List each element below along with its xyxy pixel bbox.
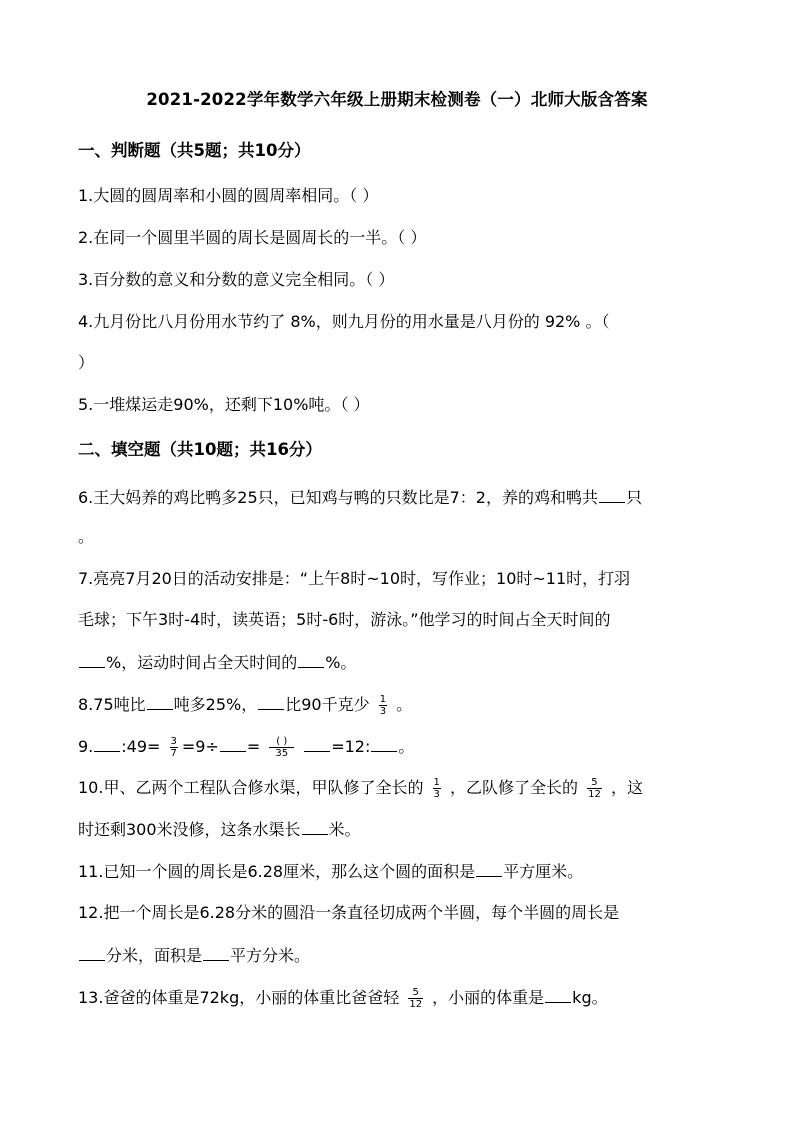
question-12-line-2	[78, 944, 310, 967]
question-11-text-b: 平方厘米。	[503, 862, 584, 881]
page-title: 2021-2022学年数学六年级上册期末检测卷（一）北师大版含答案	[146, 90, 648, 109]
fraction-numerator: 5	[412, 987, 419, 998]
fraction-denominator: 35	[269, 747, 294, 759]
question-6-unit: 只	[626, 488, 643, 507]
question-10-text-c: ，这	[610, 778, 643, 797]
answer-blank[interactable]	[220, 735, 246, 752]
fraction	[408, 987, 423, 1010]
question-5: 5.一堆煤运走90%，还剩下10%吨。（ ）	[78, 395, 370, 414]
fraction-blank	[269, 736, 294, 759]
question-12-line-1: 12.把一个周长是6.28分米的圆沿一条直径切成两个半圆，每个半圆的周长是	[78, 903, 620, 922]
section-heading-fill-in: 二、填空题（共10题；共16分）	[78, 440, 322, 459]
question-10-line-1	[78, 777, 643, 800]
answer-blank[interactable]	[147, 693, 173, 710]
question-7-text-b: %。	[325, 653, 357, 672]
question-9-number: 9.	[78, 737, 94, 756]
question-10-line-2	[78, 818, 361, 841]
question-6-text: 6.王大妈养的鸡比鸭多25只，已知鸡与鸭的只数比是7：2，养的鸡和鸭共	[78, 488, 598, 507]
question-9-text-b: =9÷	[181, 737, 219, 756]
question-9-text-d: =12:	[331, 737, 371, 756]
question-13-text-a: 13.爸爸的体重是72kg，小丽的体重比爸爸轻	[78, 988, 400, 1007]
answer-blank[interactable]	[298, 651, 324, 668]
fraction-numerator-blank[interactable]: ( )	[276, 736, 288, 747]
fraction-numerator: 1	[433, 777, 440, 788]
fraction-denominator: 12	[409, 999, 423, 1010]
question-9-text-e: 。	[398, 737, 415, 756]
question-11-text-a: 11.已知一个圆的周长是6.28厘米，那么这个圆的面积是	[78, 862, 476, 881]
question-1: 1.大圆的圆周率和小圆的圆周率相同。（ ）	[78, 186, 379, 205]
fraction	[433, 777, 441, 800]
question-12-text-a: 分米，面积是	[106, 946, 203, 965]
question-8-text-a: 8.75吨比	[78, 695, 146, 714]
question-10-text-e: 米。	[328, 820, 361, 839]
answer-blank[interactable]	[258, 693, 284, 710]
question-6-line-2: 。	[78, 527, 95, 546]
answer-blank[interactable]	[599, 486, 625, 503]
answer-blank[interactable]	[302, 818, 328, 835]
question-8-text-b: 吨多25%，	[173, 695, 258, 714]
fraction-numerator: 5	[591, 777, 598, 788]
question-9	[78, 735, 414, 759]
question-6-line-1	[78, 486, 642, 509]
fraction-denominator: 3	[379, 706, 387, 717]
question-10-text-d: 时还剩300米没修，这条水渠长	[78, 820, 301, 839]
question-7-line-2: 毛球；下午3时-4时，读英语；5时-6时，游泳。”他学习的时间占全天时间的	[78, 610, 611, 629]
question-13-text-c: kg。	[572, 988, 608, 1007]
question-7-line-1: 7.亮亮7月20日的活动安排是：“上午8时~10时，写作业；10时~11时，打羽	[78, 569, 631, 588]
question-13	[78, 986, 608, 1010]
question-3: 3.百分数的意义和分数的意义完全相同。（ ）	[78, 270, 395, 289]
question-11	[78, 860, 583, 883]
fraction-denominator: 12	[588, 789, 601, 800]
answer-blank[interactable]	[304, 735, 330, 752]
question-7-text-a: %，运动时间占全天时间的	[106, 653, 298, 672]
answer-blank[interactable]	[79, 944, 105, 961]
question-4-line-2: ）	[78, 353, 95, 372]
question-12-text-b: 平方分米。	[230, 946, 311, 965]
answer-blank[interactable]	[545, 986, 571, 1003]
fraction-denominator: 7	[170, 748, 177, 759]
answer-blank[interactable]	[94, 735, 120, 752]
question-13-text-b: ，小丽的体重是	[432, 988, 545, 1007]
section-heading-judgement: 一、判断题（共5题；共10分）	[78, 141, 311, 160]
question-8-text-d: 。	[396, 695, 413, 714]
fraction-numerator: 1	[379, 694, 387, 705]
answer-blank[interactable]	[79, 651, 105, 668]
question-9-text-c: =	[246, 737, 261, 756]
fraction	[587, 777, 602, 800]
question-9-text-a: :49=	[121, 737, 161, 756]
answer-blank[interactable]	[203, 944, 229, 961]
fraction	[379, 694, 387, 717]
question-10-text-a: 10.甲、乙两个工程队合修水渠，甲队修了全长的	[78, 778, 424, 797]
question-8	[78, 693, 412, 717]
fraction	[170, 736, 178, 759]
fraction-denominator: 3	[433, 789, 440, 800]
question-2: 2.在同一个圆里半圆的周长是圆周长的一半。（ ）	[78, 228, 427, 247]
question-10-text-b: ，乙队修了全长的	[450, 778, 579, 797]
question-4-line-1: 4.九月份比八月份用水节约了 8%，则九月份的用水量是八月份的 92% 。（	[78, 312, 610, 331]
fraction-numerator: 3	[170, 736, 177, 747]
answer-blank[interactable]	[476, 860, 502, 877]
question-7-line-3	[78, 651, 356, 674]
answer-blank[interactable]	[371, 735, 397, 752]
question-8-text-c: 比90千克少	[285, 695, 370, 714]
